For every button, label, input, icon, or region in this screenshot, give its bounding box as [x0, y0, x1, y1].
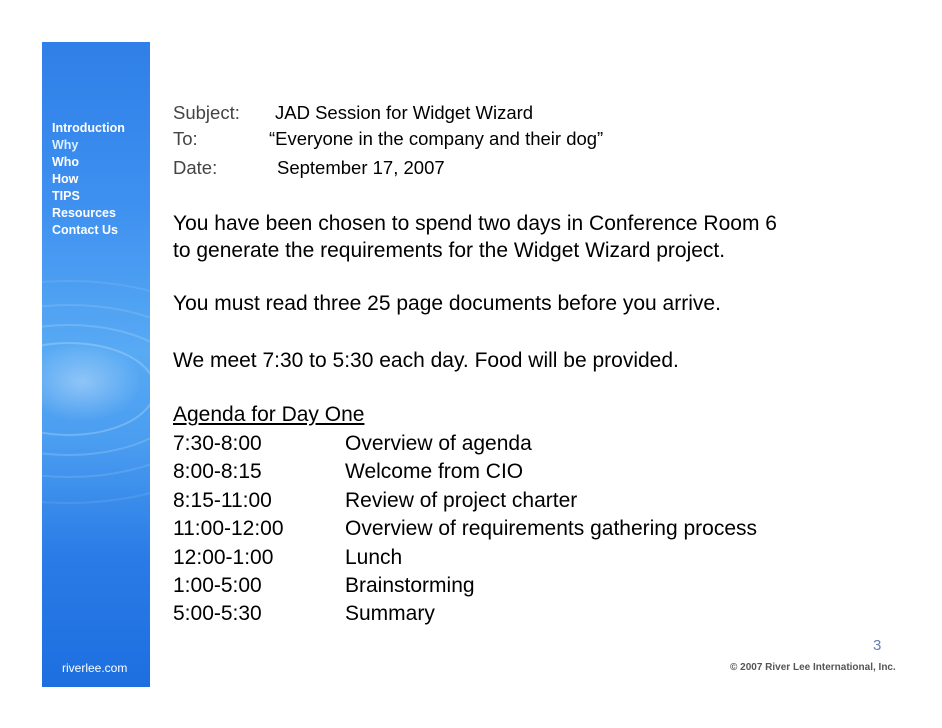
agenda-item: Brainstorming — [345, 574, 475, 597]
nav-link-contact-us[interactable]: Contact Us — [52, 223, 118, 237]
nav-link-introduction[interactable]: Introduction — [52, 121, 125, 135]
agenda-item: Summary — [345, 602, 435, 625]
sidebar-nav — [52, 120, 147, 239]
agenda-time: 12:00-1:00 — [173, 546, 274, 569]
nav-link-why[interactable]: Why — [52, 138, 79, 152]
memo-to-label: To: — [173, 128, 198, 149]
agenda-time: 8:15-11:00 — [173, 489, 272, 512]
nav-link-how[interactable]: How — [52, 172, 79, 186]
reading-paragraph: You must read three 25 page documents before you arrive. — [173, 292, 721, 315]
memo-date-row — [173, 157, 445, 179]
agenda-item: Overview of requirements gathering process — [345, 517, 758, 540]
copyright-notice: © 2007 River Lee International, Inc. — [730, 662, 896, 673]
agenda-item: Welcome from CIO — [345, 460, 524, 483]
memo-date-label: Date: — [173, 157, 218, 178]
agenda-time: 11:00-12:00 — [173, 517, 284, 540]
intro-paragraph — [173, 210, 777, 264]
nav-link-who[interactable]: Who — [52, 155, 80, 169]
memo-subject-value: JAD Session for Widget Wizard — [275, 102, 534, 123]
agenda-time: 5:00-5:30 — [173, 602, 262, 625]
nav-link-resources[interactable]: Resources — [52, 206, 116, 220]
intro-line-1: You have been chosen to spend two days in Conference Room 6 — [173, 212, 777, 235]
site-url[interactable]: riverlee.com — [62, 661, 128, 675]
agenda-item: Overview of agenda — [345, 432, 532, 455]
agenda-time: 1:00-5:00 — [173, 574, 262, 597]
agenda-item: Lunch — [345, 546, 403, 569]
intro-line-2: to generate the requirements for the Widget Wizard project. — [173, 239, 726, 262]
agenda-time: 8:00-8:15 — [173, 460, 262, 483]
agenda-title: Agenda for Day One — [173, 403, 365, 426]
memo-to-row — [173, 128, 604, 150]
schedule-paragraph: We meet 7:30 to 5:30 each day. Food will be provided. — [173, 349, 679, 372]
agenda-item: Review of project charter — [345, 489, 578, 512]
nav-link-tips[interactable]: TIPS — [52, 189, 80, 203]
memo-date-value: September 17, 2007 — [277, 157, 445, 178]
memo-subject-row — [173, 102, 534, 124]
memo-to-value: “Everyone in the company and their dog” — [269, 128, 604, 149]
agenda-time: 7:30-8:00 — [173, 432, 262, 455]
memo-subject-label: Subject: — [173, 102, 240, 123]
page-number: 3 — [873, 637, 882, 654]
water-ripple — [42, 280, 150, 504]
